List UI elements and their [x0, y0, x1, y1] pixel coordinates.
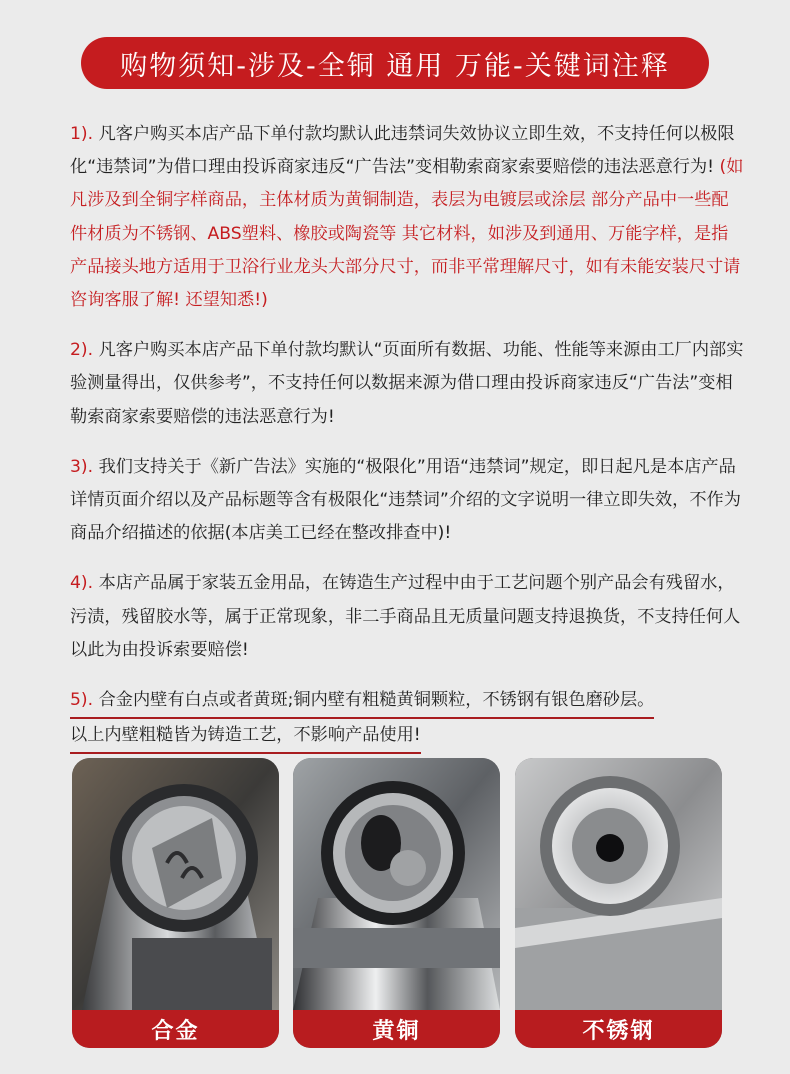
note-highlight: (如凡涉及到全铜字样商品，主体材质为黄铜制造，表层为电镀层或涂层 部分产品中一些配件材质为不锈钢、ABS塑料、橡胶或陶瓷等 其它材料，如涉及到通用、万能字样，是指产品接头地方适用于卫浴行业龙头大部分尺寸，而非平常理解尺寸，如有未能安装尺寸请咨询客服了解! 还望知悉!)	[70, 157, 744, 311]
note-5-line-2: 以上内壁粗糙皆为铸造工艺，不影响产品使用!	[70, 719, 421, 754]
material-card-stainless	[515, 758, 722, 1048]
note-text: 本店产品属于家装五金用品，在铸造生产过程中由于工艺问题个别产品会有残留水，污渍，残留胶水等，属于正常现象，非二手商品且无质量问题支持退换货，不支持任何人以此为由投诉索要赔偿!	[70, 573, 741, 660]
material-label: 黄铜	[293, 1010, 500, 1048]
page-title: 购物须知-涉及-全铜 通用 万能-关键词注释	[120, 50, 670, 82]
material-card-alloy	[72, 758, 279, 1048]
note-3	[70, 451, 745, 551]
material-cards	[72, 758, 722, 1048]
note-text: 凡客户购买本店产品下单付款均默认此违禁词失效协议立即生效，不支持任何以极限化“违禁词”为借口理由投诉商家违反“广告法”变相勒索商家索要赔偿的违法恶意行为!	[70, 124, 735, 178]
note-number: 3).	[70, 456, 94, 477]
note-1	[70, 118, 745, 317]
note-number: 2).	[70, 340, 94, 361]
note-4	[70, 567, 745, 667]
note-5	[70, 684, 745, 754]
alloy-fitting-photo	[72, 758, 279, 1010]
note-text: 凡客户购买本店产品下单付款均默认“页面所有数据、功能、性能等来源由工厂内部实验测量得出，仅供参考”，不支持任何以数据来源为借口理由投诉商家违反“广告法”变相勒索商家索要赔偿的违法恶意行为!	[70, 340, 744, 427]
note-text: 合金内壁有白点或者黄斑;铜内壁有粗糙黄铜颗粒，不锈钢有银色磨砂层。	[93, 690, 655, 711]
notes-list	[70, 118, 745, 754]
material-label: 不锈钢	[515, 1010, 722, 1048]
material-card-brass	[293, 758, 500, 1048]
note-text: 我们支持关于《新广告法》实施的“极限化”用语“违禁词”规定，即日起凡是本店产品详情页面介绍以及产品标题等含有极限化“违禁词”介绍的文字说明一律立即失效，不作为商品介绍描述的依据(本店美工已经在整改排查中)!	[70, 456, 741, 544]
note-number: 5).	[70, 690, 94, 711]
note-2	[70, 334, 745, 434]
note-number: 1).	[70, 124, 94, 144]
brass-fitting-photo	[293, 758, 500, 1010]
page-title-banner	[81, 37, 709, 89]
stainless-steel-fitting-photo	[515, 758, 722, 1010]
note-5-line-1	[70, 684, 654, 719]
note-number: 4).	[70, 573, 94, 594]
material-label: 合金	[72, 1010, 279, 1048]
